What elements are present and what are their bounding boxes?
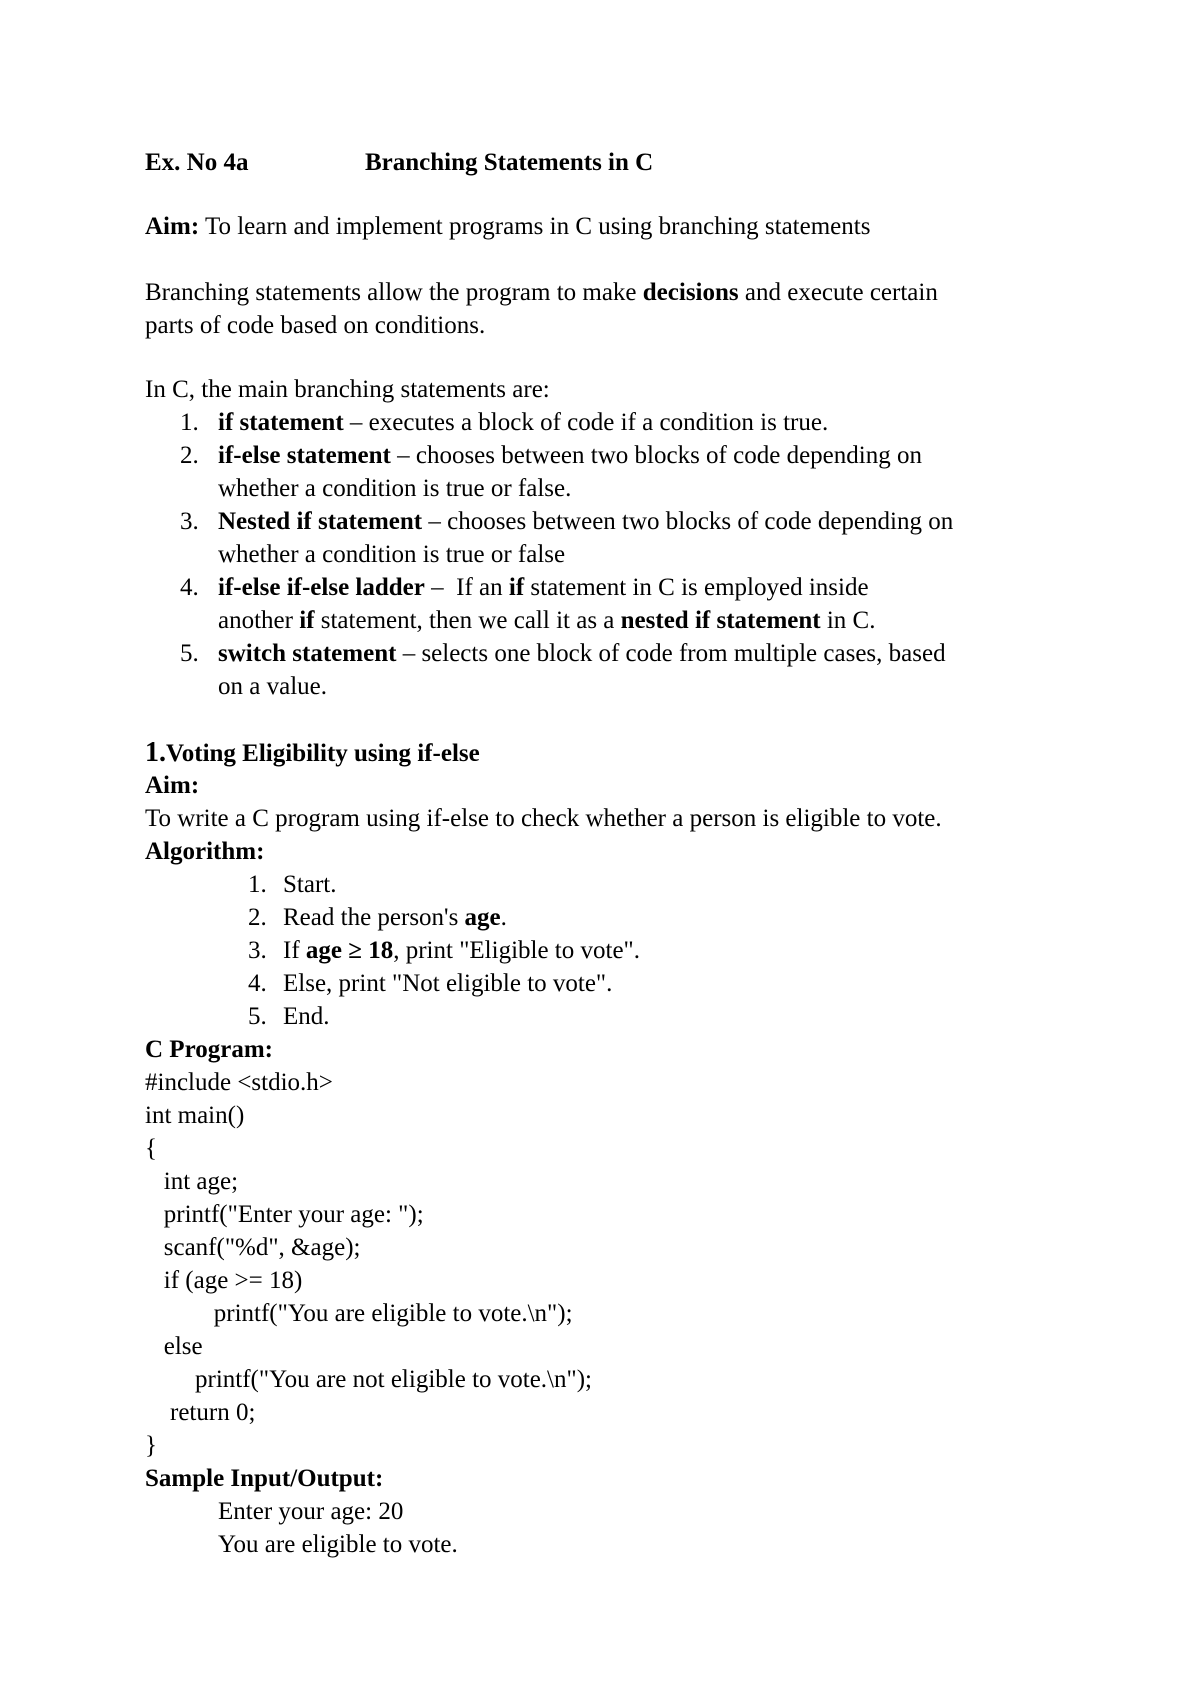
code-line: int main(): [145, 1102, 245, 1129]
algorithm-label: Algorithm:: [145, 838, 265, 865]
list-item-text: – selects one block of code from multiple cases, based: [396, 640, 946, 667]
algorithm-step: [283, 936, 640, 966]
algorithm-step-number: 5.: [248, 1003, 267, 1030]
list-item-number: 2.: [180, 442, 199, 469]
section-heading: [145, 738, 480, 768]
sample-io-label: Sample Input/Output:: [145, 1465, 384, 1492]
list-item-text: another: [218, 607, 300, 634]
algorithm-text: .: [500, 904, 507, 931]
algorithm-bold: age: [464, 904, 501, 931]
list-item-number: 3.: [180, 508, 199, 535]
algorithm-step-number: 4.: [248, 970, 267, 997]
algorithm-bold: age ≥ 18: [305, 937, 394, 964]
list-item-title: if statement: [218, 409, 344, 436]
list-heading: In C, the main branching statements are:: [145, 376, 550, 403]
algorithm-step: End.: [283, 1003, 330, 1030]
code-line: int age;: [145, 1168, 239, 1195]
list-item-text: – If an: [424, 574, 509, 601]
list-item: [218, 507, 953, 537]
algorithm-step: [283, 903, 507, 933]
list-item: [218, 441, 922, 471]
list-item-text: statement in C is employed inside: [524, 574, 869, 601]
intro-line-1: [145, 278, 938, 308]
program-label: C Program:: [145, 1036, 273, 1063]
list-item-continuation: whether a condition is true or false.: [218, 475, 572, 502]
intro-text: and execute certain: [738, 279, 938, 306]
algorithm-step: Start.: [283, 871, 337, 898]
sample-io-line: You are eligible to vote.: [218, 1531, 458, 1558]
list-item-number: 4.: [180, 574, 199, 601]
algorithm-text: Read the person's: [283, 904, 465, 931]
list-item-title: switch statement: [218, 640, 397, 667]
algorithm-text: If: [283, 937, 306, 964]
list-item-bold: if: [508, 574, 525, 601]
list-item-title: if-else if-else ladder: [218, 574, 425, 601]
code-line: printf("Enter your age: ");: [145, 1201, 424, 1228]
list-item-continuation: whether a condition is true or false: [218, 541, 566, 568]
algorithm-step-number: 1.: [248, 871, 267, 898]
algorithm-step-number: 3.: [248, 937, 267, 964]
list-item-continuation: on a value.: [218, 673, 327, 700]
aim-text: To learn and implement programs in C using branching statements: [199, 213, 871, 240]
algorithm-step-number: 2.: [248, 904, 267, 931]
section-number: 1.: [145, 737, 166, 768]
aim-label: Aim:: [145, 213, 200, 240]
algorithm-step: Else, print "Not eligible to vote".: [283, 970, 613, 997]
intro-text: Branching statements allow the program to make: [145, 279, 643, 306]
list-item-text: in C.: [820, 607, 876, 634]
list-item-continuation: [218, 606, 875, 636]
code-line: return 0;: [145, 1399, 256, 1426]
code-line: printf("You are not eligible to vote.\n");: [145, 1366, 592, 1393]
sample-io-line: Enter your age: 20: [218, 1498, 404, 1525]
list-item-text: – executes a block of code if a condition is true.: [343, 409, 829, 436]
code-line: {: [145, 1135, 157, 1162]
list-item-number: 5.: [180, 640, 199, 667]
list-item-title: if-else statement: [218, 442, 391, 469]
list-item-text: statement, then we call it as a: [314, 607, 621, 634]
list-item: [218, 639, 946, 669]
list-item-title: Nested if statement: [218, 508, 423, 535]
code-line: else: [145, 1333, 203, 1360]
list-item-text: – chooses between two blocks of code depending on: [422, 508, 954, 535]
code-line: printf("You are eligible to vote.\n");: [145, 1300, 573, 1327]
code-line: if (age >= 18): [145, 1267, 303, 1294]
code-line: }: [145, 1432, 157, 1459]
list-item-text: – chooses between two blocks of code depending on: [390, 442, 922, 469]
aim-line: [145, 212, 870, 242]
list-item: [218, 573, 869, 603]
code-line: #include <stdio.h>: [145, 1069, 333, 1096]
algorithm-text: , print "Eligible to vote".: [393, 937, 640, 964]
exercise-number: Ex. No 4a: [145, 149, 249, 176]
program-aim-text: To write a C program using if-else to check whether a person is eligible to vote.: [145, 805, 942, 832]
intro-bold-decisions: decisions: [642, 279, 739, 306]
list-item: [218, 408, 828, 438]
intro-line-2: parts of code based on conditions.: [145, 312, 486, 339]
list-item-bold: nested if statement: [620, 607, 821, 634]
section-title: Voting Eligibility using if-else: [166, 740, 480, 767]
program-aim-label: Aim:: [145, 772, 200, 799]
list-item-number: 1.: [180, 409, 199, 436]
list-item-bold: if: [299, 607, 315, 634]
document-title: Branching Statements in C: [365, 149, 654, 176]
code-line: scanf("%d", &age);: [145, 1234, 361, 1261]
